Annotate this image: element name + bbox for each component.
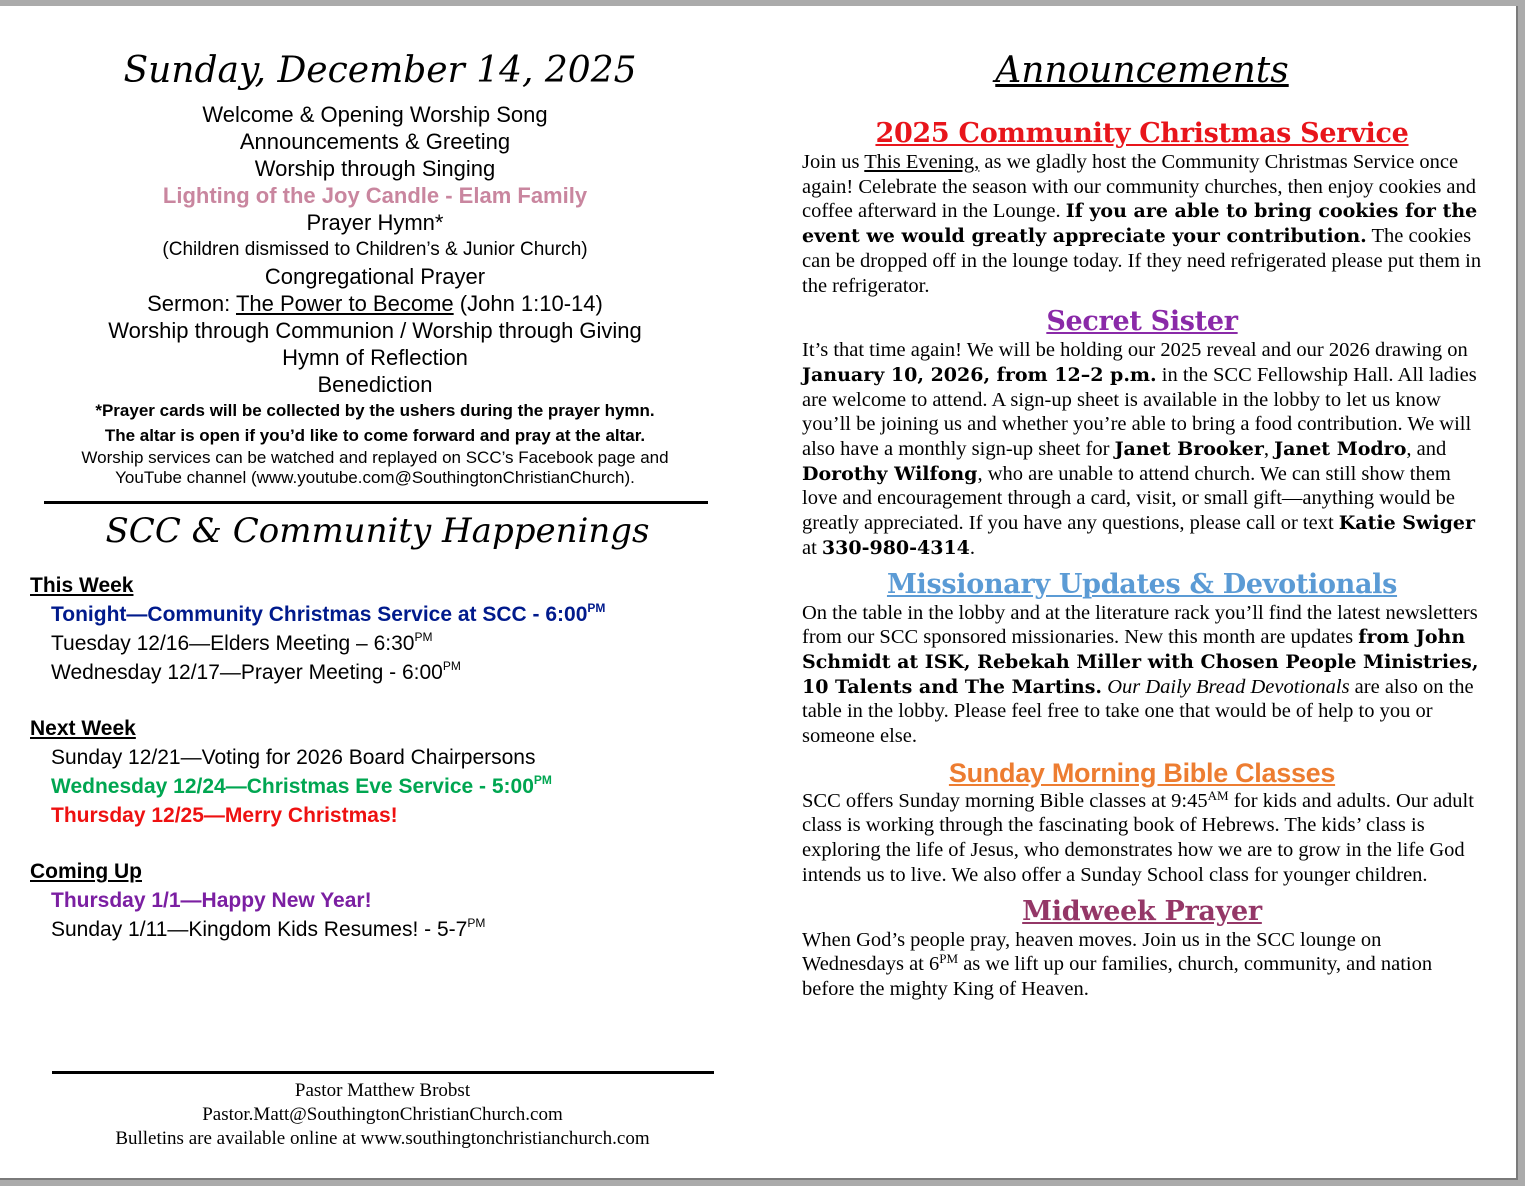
prayer-hymn-item: Prayer Hymn* [306, 210, 444, 235]
christmas-service-text: Join us This Evening, as we gladly host the Community Christmas Service once again! Celebrate the season with our community churches, then enjoy cookies and coffee afterward in the Lounge. If you are able to bring cookies for the event we would greatly appreciate your contribution. The cookies can be dropped off in the lounge today. If they need refrigerated please put them in the refrigerator. [802, 151, 1482, 297]
coming-up-heading: Coming Up [30, 860, 142, 883]
event-item: Sunday 1/11—Kingdom Kids Resumes! - $5-7^{PM}$ [51, 916, 486, 941]
congregational-prayer-item: Congregational Prayer [264, 264, 486, 289]
footer-divider [52, 1071, 714, 1074]
bulletin-page [0, 6, 1518, 1180]
watch-note-line2: YouTube channel (www.youtube.com@SouthingtonChristianChurch). [115, 468, 635, 487]
midweek-prayer-heading: Midweek Prayer [1022, 895, 1262, 927]
children-dismissed-item: (Children dismissed to Children’s & Junior Church) [162, 239, 588, 260]
this-week-heading: This Week [30, 574, 134, 597]
secret-sister-heading: Secret Sister [1046, 306, 1238, 338]
benediction-item: Benediction [317, 372, 433, 397]
pastor-name: Pastor Matthew Brobst [294, 1080, 471, 1101]
event-item: Tonight—Community Christmas Service at SCC - $6:00^{PM}$ [51, 601, 606, 626]
announcements-item: Announcements & Greeting [239, 129, 511, 154]
online-note: Bulletins are available online at www.southingtonchristianchurch.com [115, 1128, 650, 1149]
prayer-cards-note: *Prayer cards will be collected by the ushers during the prayer hymn. [95, 401, 655, 420]
sermon-item [0, 290, 750, 317]
next-week-heading: Next Week [30, 717, 136, 740]
singing-item: Worship through Singing [254, 156, 496, 181]
watch-note-line1: Worship services can be watched and replayed on SCC’s Facebook page and [81, 448, 669, 467]
sermon-reference: (John 1:10-14) [453, 291, 603, 316]
bible-classes-text: SCC offers Sunday morning Bible classes at $9:45^{AM}$ for kids and adults. Our adult class is working through the fascinating book of Hebrews. The kids’ class is exploring the life of Jesus, who demonstrates how we are to grow in the life God intends us to live. We also offer a Sunday School class for younger children. [802, 787, 1474, 886]
left-column [0, 6, 760, 1180]
sermon-title: The Power to Become [235, 291, 454, 316]
bible-classes-heading: Sunday Morning Bible Classes [948, 757, 1336, 788]
event-item: Thursday 1/1—Happy New Year! [51, 889, 372, 912]
christmas-service-heading: 2025 Community Christmas Service [875, 118, 1409, 149]
event-item: Sunday 12/21—Voting for 2026 Board Chairpersons [51, 746, 536, 769]
midweek-prayer-text: When God’s people pray, heaven moves. Join us in the SCC lounge on Wednesdays at $6^{PM}$ as we lift up our families, church, community, and nation before the mighty King of Heaven. [802, 928, 1433, 1000]
happenings-title: SCC & Community Happenings [105, 511, 650, 551]
footer [30, 1079, 735, 1151]
secret-sister-text: It’s that time again! We will be holding our 2025 reveal and our 2026 drawing on January 10, 2026, from 12–2 p.m. in the SCC Fellowship Hall. All ladies are welcome to attend. A sign-up sheet is available in the lobby to let us know you’ll be joining us and whether you’re able to bring a food contribution. We will also have a monthly sign-up sheet for Janet Brooker, Janet Modro, and Dorothy Wilfong, who are unable to attend church. We can still show them love and encouragement through a card, visit, or small gift—anything would be greatly appreciated. If you have any questions, please call or text Katie Swiger at 330-980-4314. [802, 339, 1477, 559]
order-of-worship [0, 101, 750, 488]
altar-note: The altar is open if you’d like to come forward and pray at the altar. [104, 426, 646, 445]
sermon-label: Sermon: [147, 291, 236, 316]
announcements-body [802, 118, 1482, 1010]
event-item: Tuesday 12/16—Elders Meeting – $6:30^{PM}$ [51, 630, 433, 655]
missionary-text: On the table in the lobby and at the literature rack you’ll find the latest newsletters from our SCC sponsored missionaries. New this month are updates from John Schmidt at ISK, Rebekah Miller with Chosen People Ministries, 10 Talents and The Martins. Our Daily Bread Devotionals are also on the table in the lobby. Please feel free to take one that would be of help to you or someone else. [802, 601, 1479, 748]
joy-candle-item: Lighting of the Joy Candle - Elam Family [162, 183, 588, 208]
event-item: Wednesday 12/17—Prayer Meeting - $6:00^{PM}$ [51, 659, 461, 684]
pastor-email: Pastor.Matt@SouthingtonChristianChurch.com [202, 1104, 563, 1125]
welcome-item: Welcome & Opening Worship Song [202, 102, 548, 127]
event-item: Thursday 12/25—Merry Christmas! [51, 804, 398, 827]
event-item: Wednesday 12/24—Christmas Eve Service - $5:00^{PM}$ [51, 773, 552, 798]
divider [44, 501, 708, 504]
reflection-item: Hymn of Reflection [282, 345, 468, 370]
date-title: Sunday, December 14, 2025 [123, 50, 637, 91]
communion-item: Worship through Communion / Worship through Giving [108, 318, 642, 343]
missionary-heading: Missionary Updates & Devotionals [886, 568, 1398, 600]
events-list [30, 572, 605, 944]
announcements-title: Announcements [995, 50, 1289, 91]
